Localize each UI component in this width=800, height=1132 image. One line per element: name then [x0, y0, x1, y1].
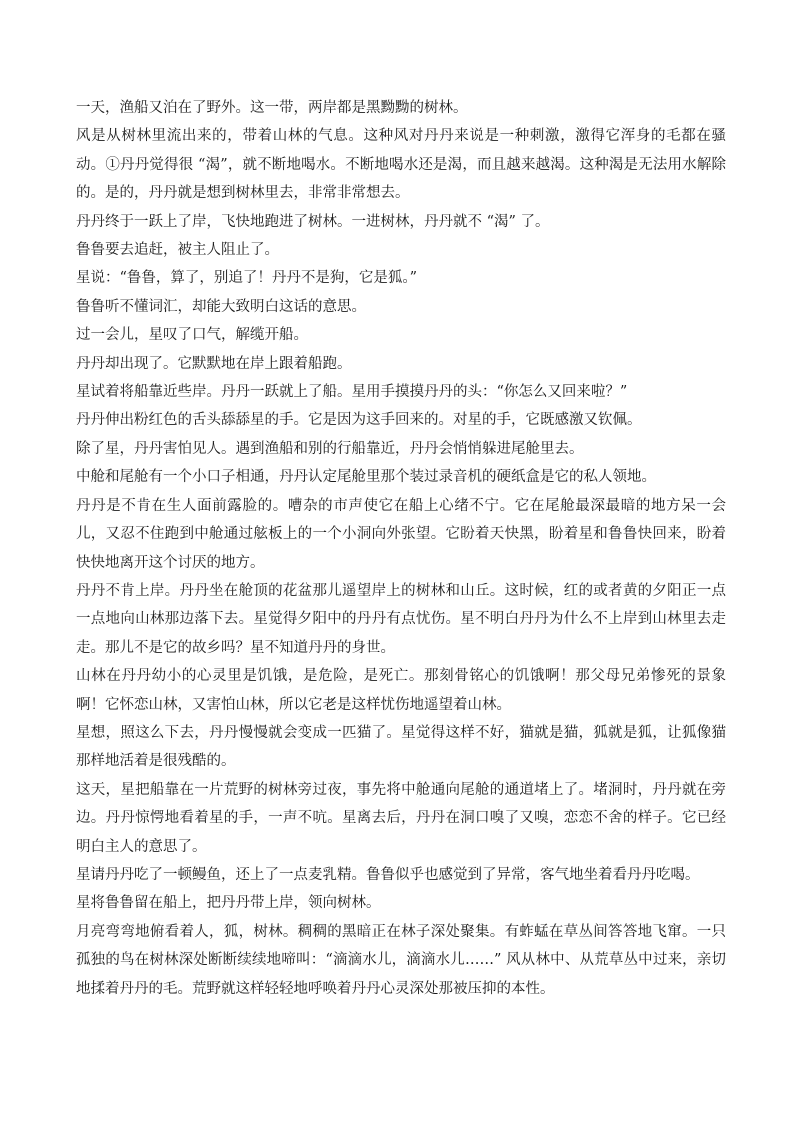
paragraph-10: 丹丹伸出粉红色的舌头舔舔星的手。它是因为这手回来的。对星的手，它既感激又钦佩。	[76, 412, 642, 429]
paragraph-4: 鲁鲁要去追赶，被主人阻止了。	[76, 242, 279, 259]
paragraph-20: 月亮弯弯地俯看着人，狐，树林。稠稠的黑暗正在林子深处聚集。有蚱蜢在草丛间答答地飞窜。一只孤独的鸟在树林深处断断续续地啼叫：“滴滴水儿，滴滴水儿……” 风从林中、从荒草丛中过来，亲切地揉着丹丹的毛。荒野就这样轻轻地呼唤着丹丹心灵深处那被压抑的本性。	[76, 923, 726, 997]
paragraph-8: 丹丹却出现了。它默默地在岸上跟着船跑。	[76, 355, 352, 372]
paragraph-14: 丹丹不肯上岸。丹丹坐在舱顶的花盆那儿遥望岸上的树林和山丘。这时候，红的或者黄的夕阳正一点一点地向山林那边落下去。星觉得夕阳中的丹丹有点忧伤。星不明白丹丹为什么不上岸到山林里去走走。那儿不是它的故乡吗？星不知道丹丹的身世。	[76, 582, 726, 656]
paragraph-2: 风是从树林里流出来的，带着山林的气息。这种风对丹丹来说是一种刺激，激得它浑身的毛都在骚动。①丹丹觉得很 “渴”，就不断地喝水。不断地喝水还是渴，而且越来越渴。这种渴是无法用水解除的。是的，丹丹就是想到树林里去，非常非常想去。	[76, 128, 726, 202]
paragraph-3: 丹丹终于一跃上了岸，飞快地跑进了树林。一进树林，丹丹就不 “渴” 了。	[76, 213, 550, 230]
paragraph-5: 星说：“鲁鲁，算了，别追了！丹丹不是狗，它是狐。”	[76, 270, 418, 287]
story-text	[76, 94, 726, 1003]
paragraph-16: 星想，照这么下去，丹丹慢慢就会变成一匹猫了。星觉得这样不好，猫就是猫，狐就是狐，让狐像猫那样地活着是很残酷的。	[76, 724, 726, 770]
paragraph-19: 星将鲁鲁留在船上，把丹丹带上岸，领向树林。	[76, 895, 381, 912]
paragraph-11: 除了星，丹丹害怕见人。遇到渔船和别的行船靠近，丹丹会悄悄躲进尾舱里去。	[76, 440, 584, 457]
paragraph-15: 山林在丹丹幼小的心灵里是饥饿，是危险，是死亡。那刻骨铭心的饥饿啊！那父母兄弟惨死的景象啊！它怀恋山林，又害怕山林，所以它老是这样忧伤地遥望着山林。	[76, 668, 726, 713]
paragraph-13: 丹丹是不肯在生人面前露脸的。嘈杂的市声使它在船上心绪不宁。它在尾舱最深最暗的地方呆一会儿，又忍不住跑到中舱通过舷板上的一个小洞向外张望。它盼着天快黑，盼着星和鲁鲁快回来，盼着快快地离开这个讨厌的地方。	[76, 497, 726, 571]
paragraph-17: 这天，星把船靠在一片荒野的树林旁过夜，事先将中舱通向尾舱的通道堵上了。堵洞时，丹丹就在旁边。丹丹惊愕地看着星的手，一声不吭。星离去后，丹丹在洞口嗅了又嗅，恋恋不舍的样子。它已经明白主人的意思了。	[76, 781, 726, 855]
paragraph-7: 过一会儿，星叹了口气，解缆开船。	[76, 327, 308, 344]
paragraph-9: 星试着将船靠近些岸。丹丹一跃就上了船。星用手摸摸丹丹的头：“你怎么又回来啦？”	[76, 384, 628, 401]
paragraph-1: 一天，渔船又泊在了野外。这一带，两岸都是黑黝黝的树林。	[76, 100, 468, 116]
paragraph-12: 中舱和尾舱有一个小口子相通，丹丹认定尾舱里那个装过录音机的硬纸盒是它的私人领地。	[76, 469, 656, 486]
paragraph-18: 星请丹丹吃了一顿鳗鱼，还上了一点麦乳精。鲁鲁似乎也感觉到了异常，客气地坐着看丹丹吃喝。	[76, 866, 700, 883]
paragraph-6: 鲁鲁听不懂词汇，却能大致明白这话的意思。	[76, 298, 366, 315]
